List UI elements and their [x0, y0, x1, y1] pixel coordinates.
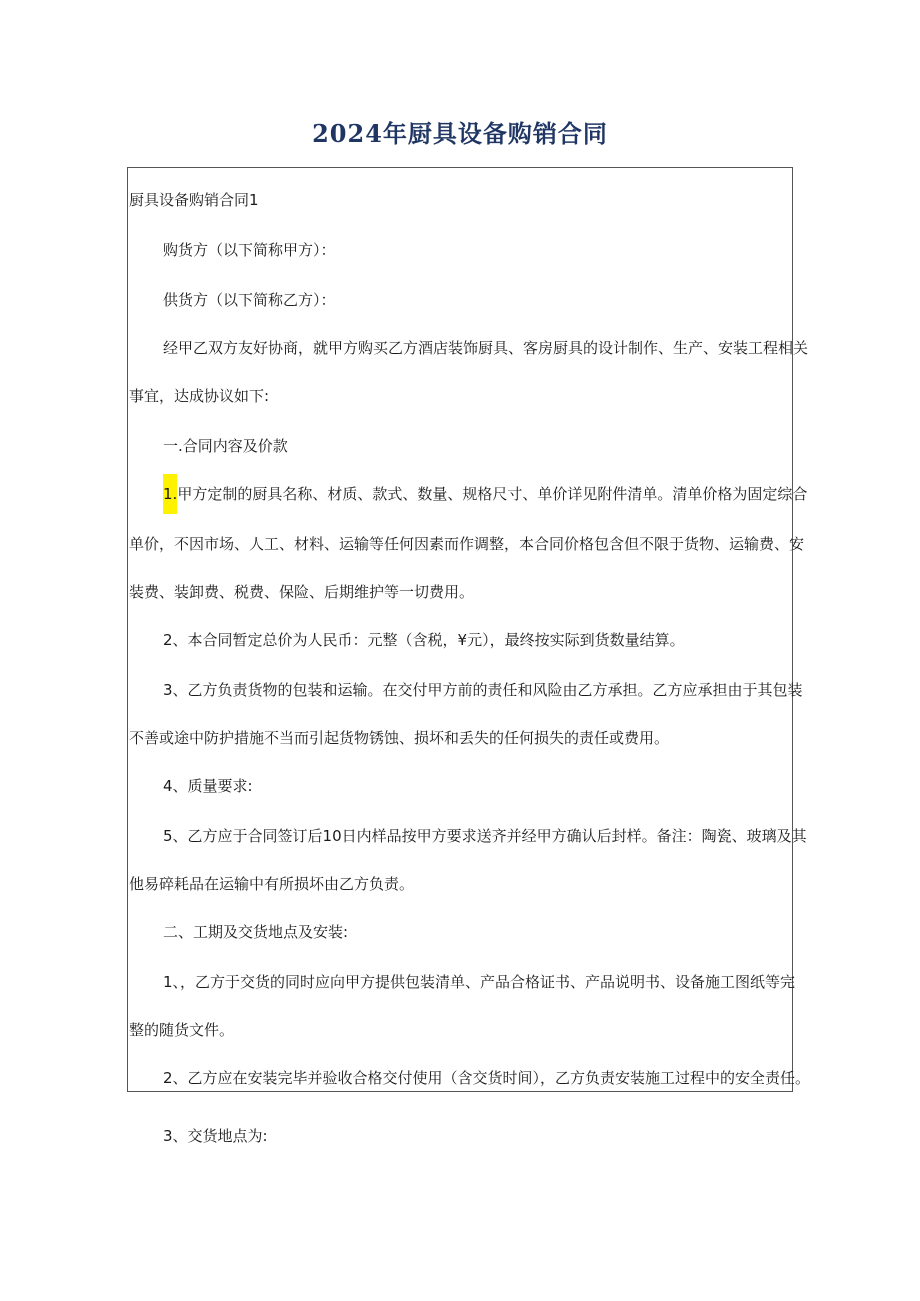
clause-line: 2、乙方应在安装完毕并验收合格交付使用（含交货时间），乙方负责安装施工过程中的安全责任。 [163, 1069, 811, 1087]
clause-line: 1、，乙方于交货的同时应向甲方提供包装清单、产品合格证书、产品说明书、设备施工图纸等完 [163, 973, 796, 991]
clause-text: 甲方定制的厨具名称、材质、款式、数量、规格尺寸、单价详见附件清单。清单价格为固定综合 [177, 485, 808, 503]
clause-line: 3、交货地点为: [163, 1127, 268, 1145]
paragraph-line: 整的随货文件。 [129, 1021, 235, 1039]
clause-line [163, 484, 807, 504]
clause-line: 2、本合同暂定总价为人民币：元整（含税，¥元），最终按实际到货数量结算。 [163, 631, 685, 649]
section-heading: 厨具设备购销合同1 [129, 191, 259, 209]
paragraph-line: 单价，不因市场、人工、材料、运输等任何因素而作调整，本合同价格包含但不限于货物、运输费、安 [129, 535, 805, 553]
clause-line: 4、质量要求: [163, 777, 253, 795]
highlighted-number: 1. [163, 474, 177, 514]
supplier-line: 供货方（以下简称乙方）： [163, 291, 336, 309]
clause-heading: 二、工期及交货地点及安装: [163, 923, 349, 941]
clause-line: 3、乙方负责货物的包装和运输。在交付甲方前的责任和风险由乙方承担。乙方应承担由于其包装 [163, 681, 803, 699]
clause-line: 5、乙方应于合同签订后10日内样品按甲方要求送齐并经甲方确认后封样。备注：陶瓷、玻璃及其 [163, 827, 807, 845]
buyer-line: 购货方（以下简称甲方）： [163, 241, 336, 259]
paragraph-line: 不善或途中防护措施不当而引起货物锈蚀、损坏和丢失的任何损失的责任或费用。 [129, 729, 670, 747]
paragraph-line: 经甲乙双方友好协商，就甲方购买乙方酒店装饰厨具、客房厨具的设计制作、生产、安装工程相关 [163, 339, 809, 357]
clause-heading: 一.合同内容及价款 [163, 437, 288, 455]
paragraph-line: 装费、装卸费、税费、保险、后期维护等一切费用。 [129, 583, 475, 601]
document-title: 2024年厨具设备购销合同 [312, 119, 608, 148]
paragraph-line: 事宜，达成协议如下: [129, 387, 270, 405]
paragraph-line: 他易碎耗品在运输中有所损坏由乙方负责。 [129, 875, 415, 893]
